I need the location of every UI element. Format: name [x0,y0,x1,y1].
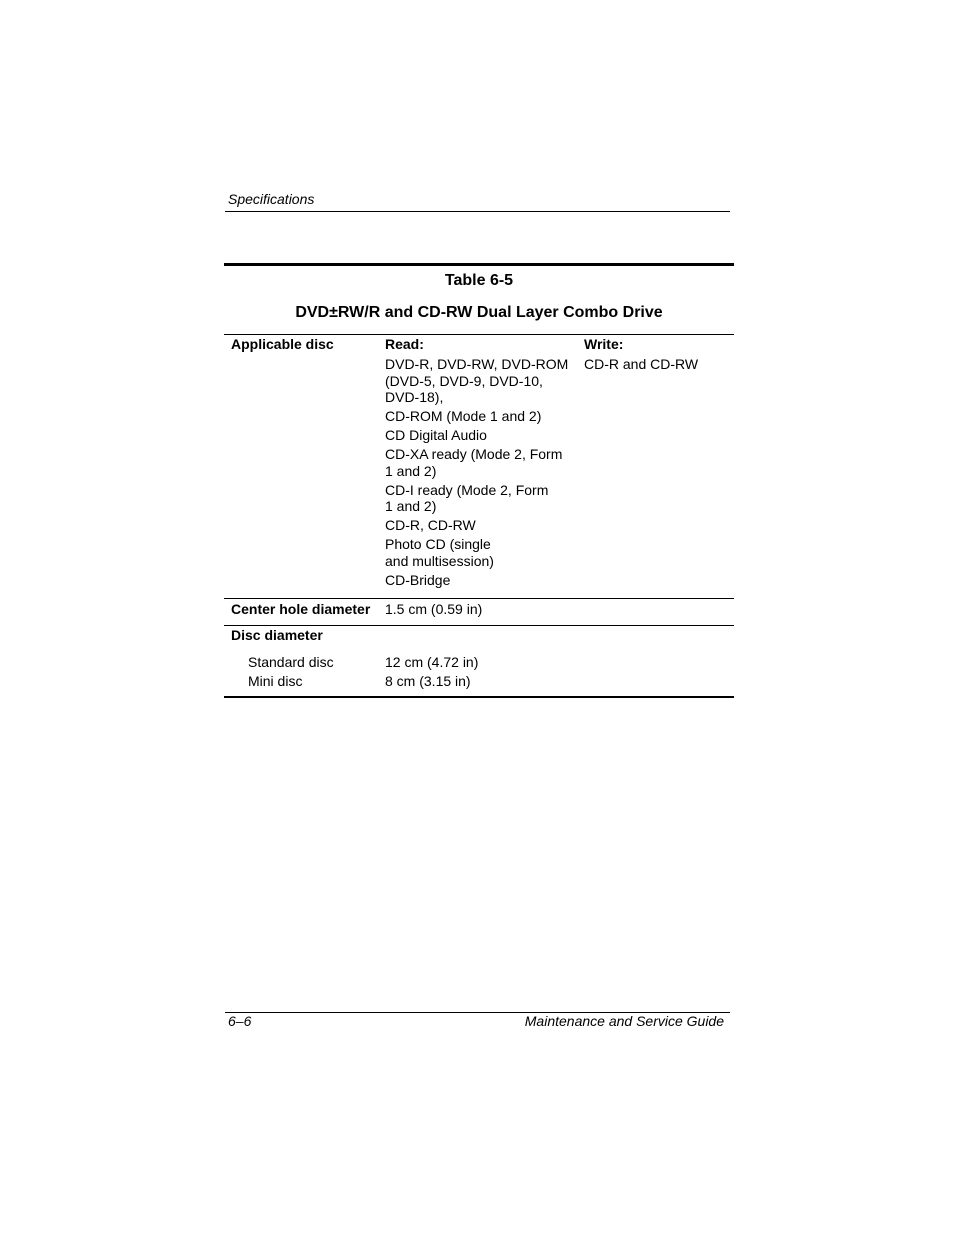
row-divider [224,625,734,626]
read-items-list [385,356,568,588]
row-divider [224,598,734,599]
mini-disc-label: Mini disc [248,673,303,689]
write-value: CD-R and CD-RW [584,356,699,372]
applicable-disc-label: Applicable disc [231,336,334,352]
read-item [385,517,568,534]
write-heading: Write: [584,336,624,352]
standard-disc-label: Standard disc [248,654,334,670]
read-item-line: DVD-R, DVD-RW, DVD-ROM [385,356,569,372]
read-item-line: CD-ROM (Mode 1 and 2) [385,408,542,424]
read-item-line: 1 and 2) [385,462,437,479]
table-title: DVD±RW/R and CD-RW Dual Layer Combo Drive [295,304,663,321]
center-hole-value: 1.5 cm (0.59 in) [385,601,483,617]
disc-diameter-label: Disc diameter [231,627,323,643]
table-top-rule [224,263,734,266]
read-item-line: CD-Bridge [385,571,451,588]
read-item-line: DVD-18), [385,389,444,405]
read-item-line: CD-I ready (Mode 2, Form [385,481,549,498]
page-number: 6–6 [228,1013,252,1029]
read-item [385,572,568,589]
read-item-line: CD-XA ready (Mode 2, Form [385,446,563,462]
read-item [385,356,568,406]
read-item [385,427,568,444]
running-header: Specifications [228,191,315,207]
read-heading: Read: [385,336,424,352]
standard-disc-value: 12 cm (4.72 in) [385,654,479,670]
read-item-line: Photo CD (single [385,536,491,552]
read-item-line: CD Digital Audio [385,427,487,443]
header-rule [225,211,730,212]
mini-disc-value: 8 cm (3.15 in) [385,673,471,689]
read-item [385,482,568,515]
read-item-line: CD-R, CD-RW [385,517,476,533]
read-item-line: and multisession) [385,552,494,569]
table-bottom-rule [224,696,734,698]
read-item [385,408,568,425]
read-item-line: 1 and 2) [385,498,437,514]
read-item [385,446,568,479]
guide-title: Maintenance and Service Guide [524,1013,724,1029]
table-header-rule [224,334,734,335]
read-item-line: (DVD-5, DVD-9, DVD-10, [385,372,543,389]
read-item [385,536,568,569]
table-number: Table 6-5 [444,272,514,289]
center-hole-label: Center hole diameter [231,601,371,617]
